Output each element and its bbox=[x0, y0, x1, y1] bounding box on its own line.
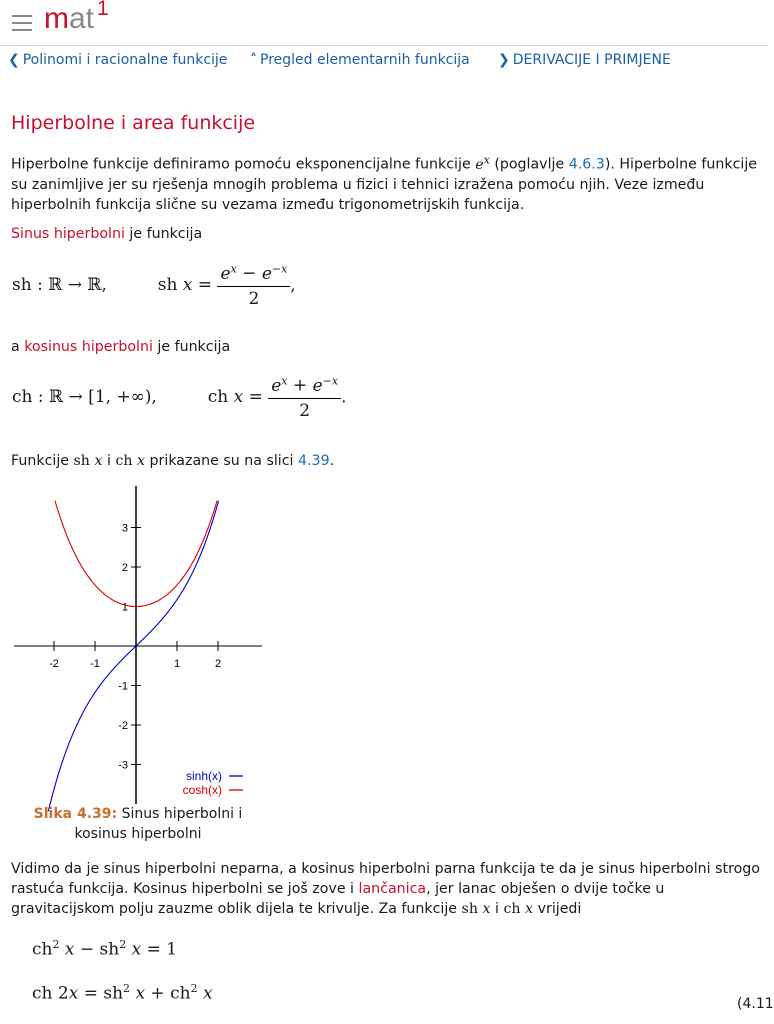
sinus-term[interactable]: Sinus hiperbolni bbox=[11, 226, 125, 242]
ref-link-section[interactable]: 4.6.3 bbox=[568, 156, 605, 173]
sinus-paragraph: Sinus hiperbolni je funkcija bbox=[11, 226, 203, 242]
nav-next-link[interactable]: ❯ DERIVACIJE I PRIMJENE bbox=[498, 52, 671, 68]
y-tick-label: -1 bbox=[118, 680, 128, 693]
legend-label: sinh(x) bbox=[185, 769, 222, 783]
equation-number: (4.11 bbox=[737, 996, 774, 1012]
chevron-left-icon: ❮ bbox=[8, 52, 20, 68]
y-tick-label: -2 bbox=[118, 720, 128, 732]
menu-icon[interactable] bbox=[12, 15, 32, 31]
legend-label: cosh(x) bbox=[182, 783, 222, 797]
x-tick-label: 2 bbox=[214, 658, 222, 670]
identity-1: $ch^2$ $x - sh^2$ x = 1 bbox=[32, 938, 178, 960]
ref-link-figure[interactable]: 4.39 bbox=[298, 453, 330, 469]
math-exp: $e^x$ bbox=[475, 153, 490, 173]
x-tick-label: 1 bbox=[173, 658, 181, 670]
lancanica-term[interactable]: lančanica bbox=[358, 881, 427, 897]
y-tick-label: 2 bbox=[121, 562, 128, 574]
kosinus-term[interactable]: kosinus hiperbolni bbox=[24, 339, 153, 355]
y-tick-label: 3 bbox=[121, 522, 128, 535]
x-tick-label: -1 bbox=[90, 658, 100, 670]
y-tick-label: 1 bbox=[121, 601, 128, 614]
kosinus-paragraph: a kosinus hiperbolni je funkcija bbox=[11, 339, 231, 355]
funkcije-paragraph: Funkcije sh x i ch x prikazane su na slici 4.39. bbox=[11, 453, 335, 469]
nav-prev-link[interactable]: ❮ Polinomi i racionalne funkcije bbox=[8, 52, 228, 68]
chevron-right-icon: ❯ bbox=[498, 52, 510, 68]
sinh-cosh-chart bbox=[10, 486, 266, 804]
cosh-definition: ch : ℝ → [1, +∞), ch x = $\frac{e^x + e^{-x}}{2}$ . bbox=[12, 374, 347, 421]
figure-caption: Slika 4.39: Sinus hiperbolni i kosinus hiperbolni bbox=[33, 806, 243, 842]
section-title: Hiperbolne i area funkcije bbox=[11, 112, 256, 134]
chevron-up-icon: ˄ bbox=[250, 52, 257, 68]
vidimo-paragraph: Vidimo da je sinus hiperbolni neparna, a kosinus hiperbolni parna funkcija te da je sinus hiperbolni strogo rastuća funkcija. Kosinus hiperbolni se još zove i lančanica, jer lanac obješen o dvije točke u gravitacijskom polju zauzme oblik dijela te krivulje. Za funkcije sh x i ch x vrijedi bbox=[11, 861, 760, 917]
site-logo[interactable]: mat 1 bbox=[44, 0, 109, 35]
nav-up-link[interactable]: ˄ Pregled elementarnih funkcija bbox=[250, 52, 470, 68]
identity-2: ch $2x = sh^2$ $x + ch^2$ x bbox=[32, 982, 213, 1004]
x-tick-label: -2 bbox=[49, 658, 59, 670]
y-tick-label: -3 bbox=[118, 759, 128, 772]
intro-paragraph: Hiperbolne funkcije definiramo pomoću eksponencijalne funkcije $e^x$ (poglavlje 4.6.3). Hiperbolne funkcije su zanimljive jer su rješenja mnogih problema u fizici i tehnici izražena pomoću njih. Veze između hiperbolnih funkcija slične su vezama između trigonometrijskih funkcija. bbox=[11, 153, 758, 213]
sinh-definition: sh : ℝ → ℝ, sh x = $\frac{e^x - e^{-x}}{2}$ , bbox=[12, 262, 296, 309]
top-bar bbox=[0, 0, 768, 46]
